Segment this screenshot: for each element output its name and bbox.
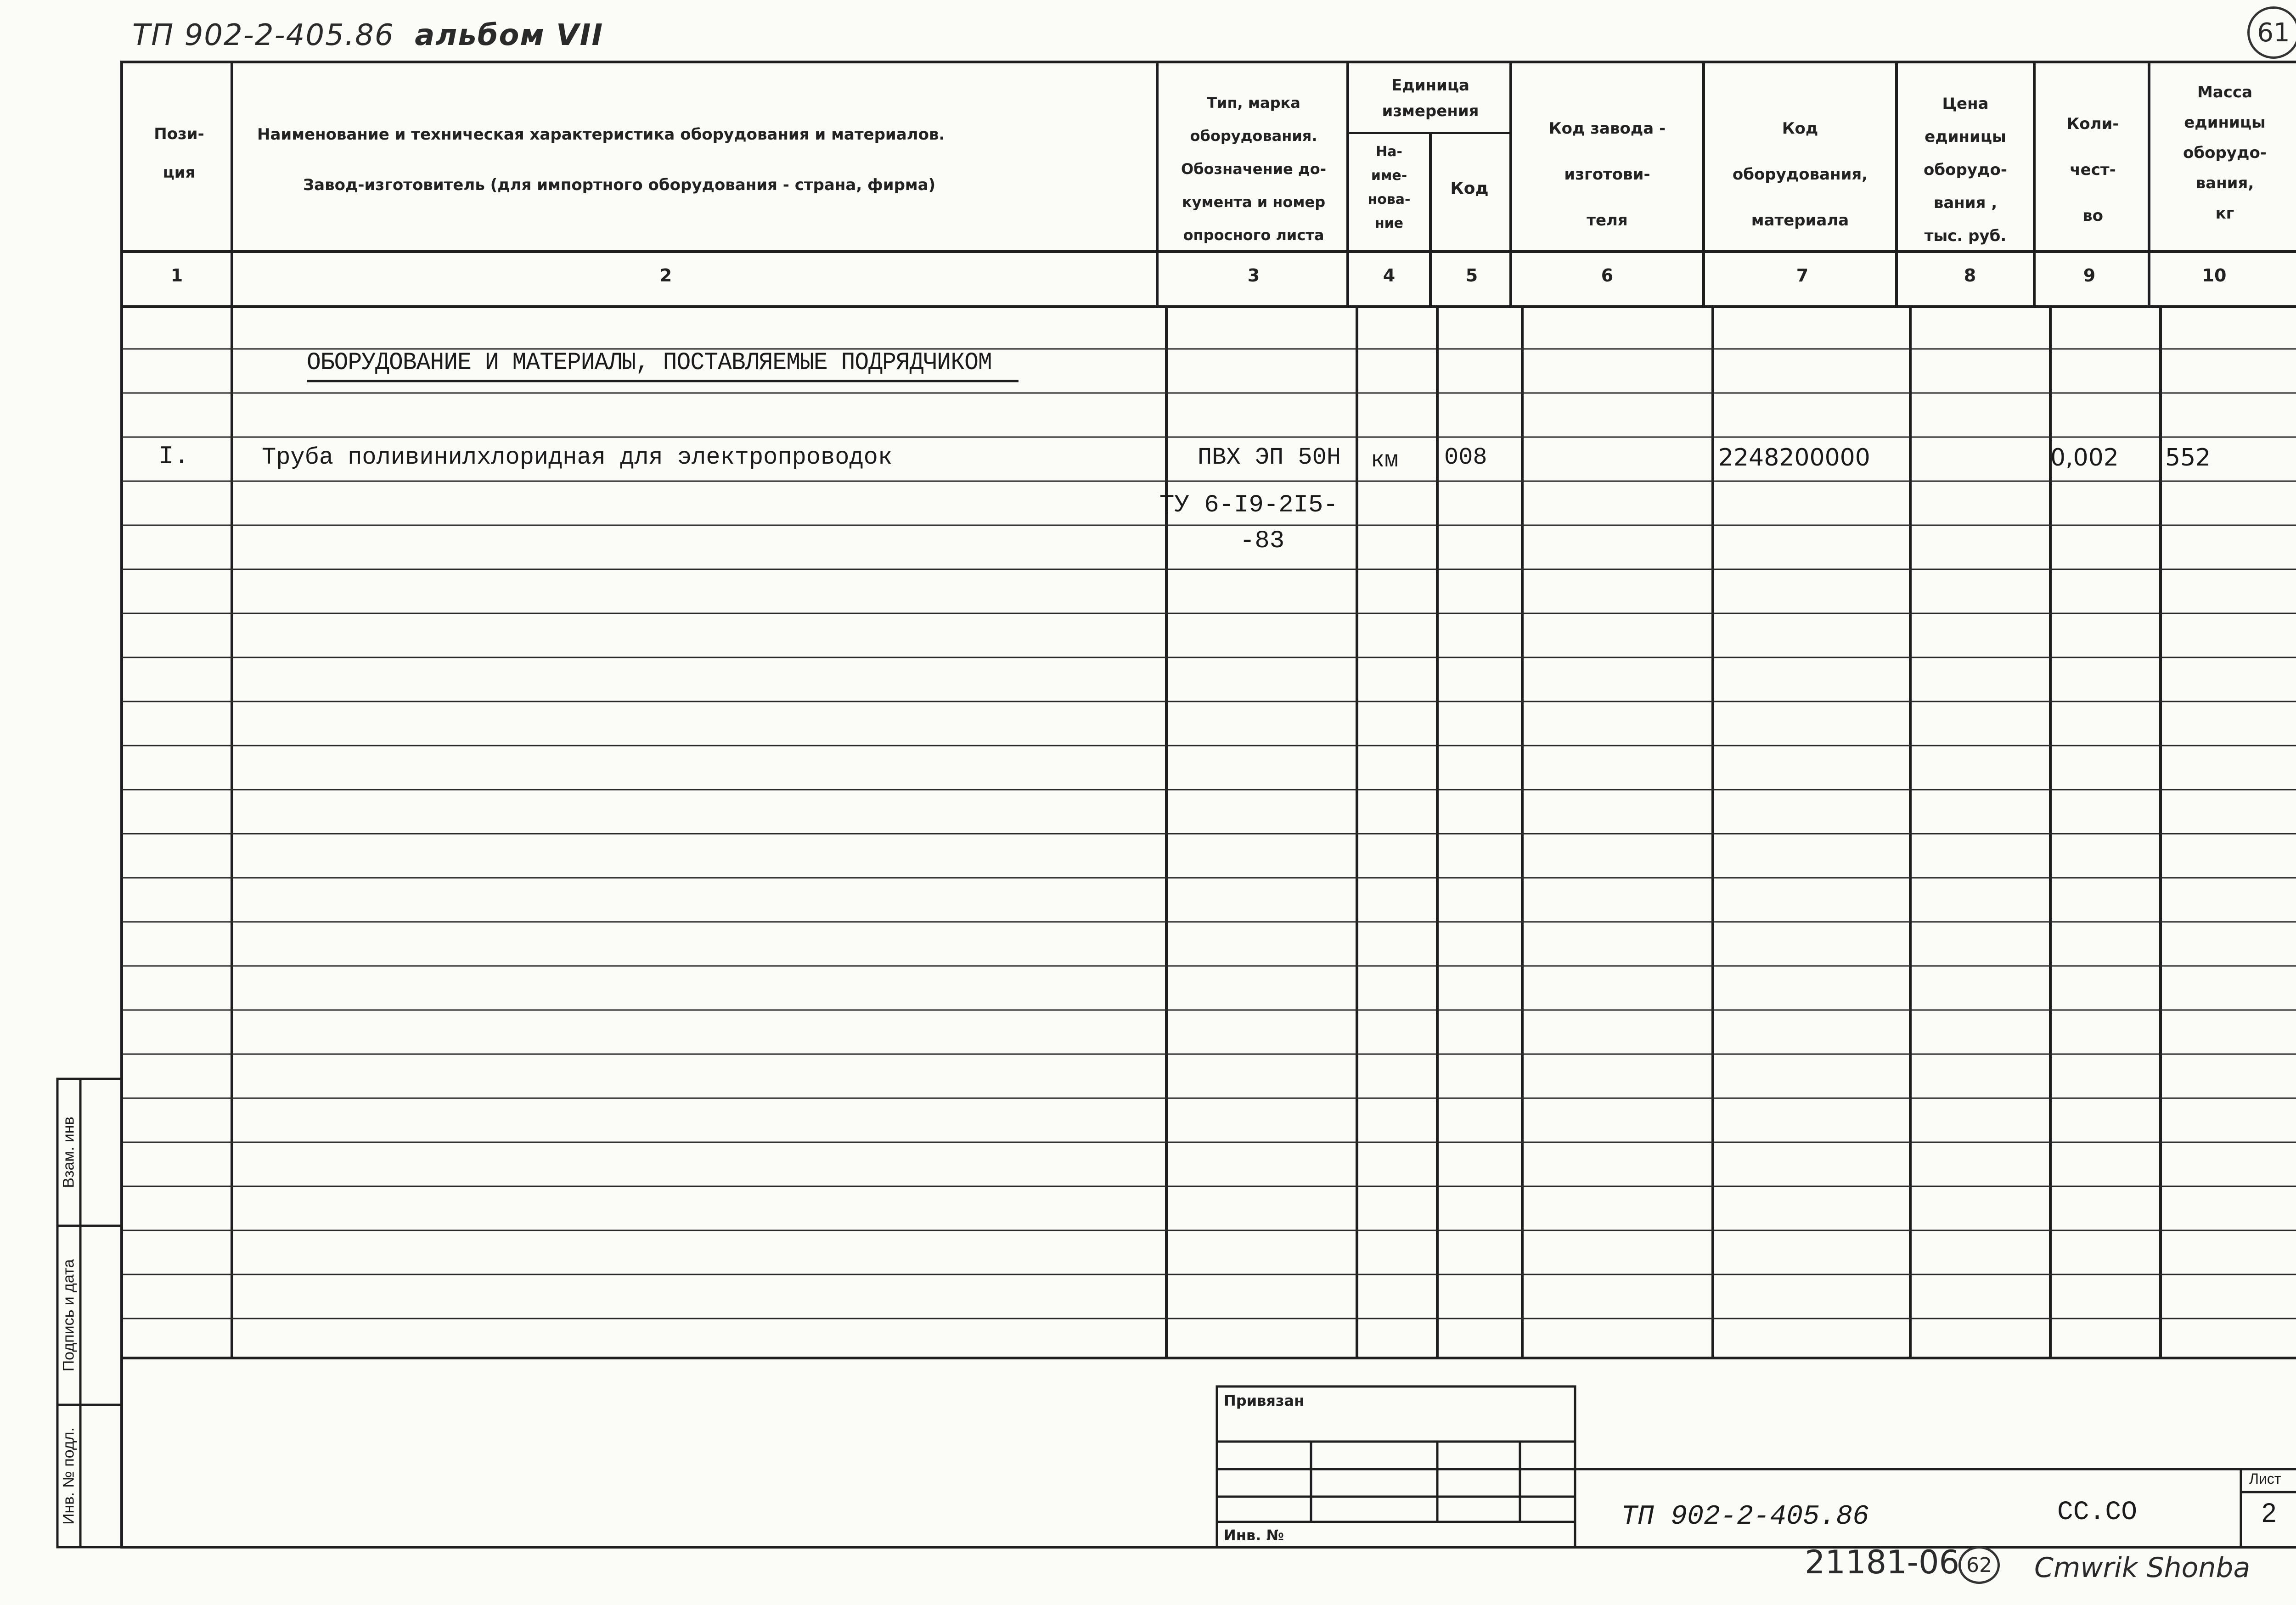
item-unit-name: км [1371,448,1399,474]
item-mass: 552 [2165,444,2211,471]
column-number-9: 9 [2083,265,2096,286]
header-unit-group: Единица измерения [1382,76,1479,120]
item-doc-line2: -83 [1240,527,1285,555]
header-price: Цена единицы оборудо- вания , тыс. руб. [1924,95,2007,245]
sheet-number: 2 [2262,1498,2277,1528]
column-number-5: 5 [1465,265,1478,286]
footer-number: 21181-06 [1805,1543,1960,1581]
item-position: I. [158,442,190,471]
side-stamp-signature: Подпись и дата [60,1259,78,1372]
column-number-1: 1 [170,265,183,286]
drawing-code: ТП 902-2-405.86 альбом VII [132,18,604,52]
column-number-4: 4 [1383,265,1396,286]
inventory-label: Инв. № [1224,1526,1284,1544]
item-quantity: 0,002 [2050,444,2119,471]
column-number-6: 6 [1601,265,1614,286]
header-mass: Масса единицы оборудо- вания, кг [2183,83,2267,223]
item-equipment-code: 2248200000 [1718,444,1870,471]
item-unit-code: 008 [1444,444,1487,471]
footer-signature: Cmwrik Shonba [2034,1552,2251,1584]
header-name: Наименование и техническая характеристика оборудования и материалов. Завод-изготовитель (для импортного оборудования - страна, фирма) [257,125,945,194]
title-doc-code: ТП 902-2-405.86 [1621,1501,1869,1532]
header-quantity: Коли- чест- во [2066,115,2119,225]
sheet-label: Лист [2249,1470,2281,1487]
title-mark: СС.СО [2057,1498,2138,1527]
header-factory-code: Код завода - изготови- теля [1548,119,1666,230]
side-stamp-replace: Взам. инв [60,1117,78,1188]
footer-circle: 62 [1958,1546,2000,1584]
column-number-2: 2 [659,265,672,286]
column-number-7: 7 [1796,265,1809,286]
header-equipment-code: Код оборудования, материала [1732,119,1868,230]
column-number-8: 8 [1964,265,1976,286]
header-type: Тип, марка оборудования. Обозначение до- кумента и номер опросного листа [1181,94,1326,244]
page-number-circle: 61 [2247,6,2296,59]
item-doc-line1: ТУ 6-I9-2I5- [1159,491,1338,519]
column-number-10: 10 [2202,265,2227,286]
side-stamp-inventory: Инв. № подл. [60,1427,78,1525]
header-position: Пози- ция [154,125,204,182]
item-name: Труба поливинилхлоридная для электропроводок [262,444,893,471]
attached-label: Привязан [1224,1392,1305,1409]
item-type-mark: ПВХ ЭП 50Н [1198,444,1341,471]
header-unit-name: На- име- нова- ние [1367,144,1411,231]
header-unit-code: Код [1450,179,1489,198]
column-number-3: 3 [1247,265,1260,286]
album-label: альбом VII [415,18,604,52]
section-title: ОБОРУДОВАНИЕ И МАТЕРИАЛЫ, ПОСТАВЛЯЕМЫЕ ПОДРЯДЧИКОМ [307,349,992,377]
